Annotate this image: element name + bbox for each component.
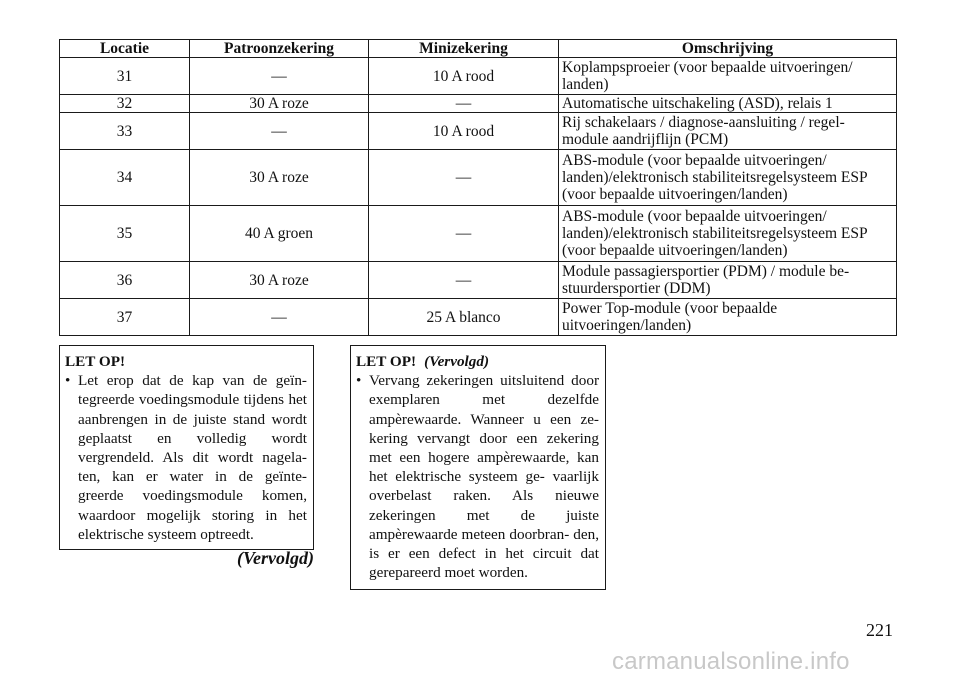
cell-description: Module passagiersportier (PDM) / module be- stuurdersportier (DDM): [559, 262, 897, 299]
cell-cartridge-fuse: 40 A groen: [190, 206, 369, 262]
fuse-table: [59, 39, 897, 336]
cell-cartridge-fuse: —: [190, 113, 369, 150]
caution-heading: [356, 352, 599, 371]
caution-continued-label: (Vervolgd): [424, 353, 490, 370]
cell-location: 37: [60, 299, 190, 336]
page-number: 221: [866, 620, 893, 640]
table-row: [60, 206, 897, 262]
table-header-row: [60, 40, 897, 58]
caution-box: [59, 345, 314, 550]
table-row: [60, 113, 897, 150]
table-row: [60, 58, 897, 95]
header-mini-fuse: Minizekering: [369, 40, 559, 58]
cell-mini-fuse: 25 A blanco: [369, 299, 559, 336]
cell-description: ABS-module (voor bepaalde uitvoeringen/ landen)/elektronisch stabiliteitsregelsysteem ESP (voor bepaalde uitvoeringen/landen): [559, 206, 897, 262]
table-row: [60, 150, 897, 206]
cell-cartridge-fuse: 30 A roze: [190, 262, 369, 299]
cell-location: 36: [60, 262, 190, 299]
cell-cartridge-fuse: —: [190, 58, 369, 95]
cell-mini-fuse: 10 A rood: [369, 113, 559, 150]
cell-mini-fuse: 10 A rood: [369, 58, 559, 95]
cell-location: 35: [60, 206, 190, 262]
table-row: [60, 95, 897, 113]
table-row: [60, 299, 897, 336]
caution-title: LET OP!: [356, 353, 417, 370]
caution-text: Let erop dat de kap van de geïn- tegreerde voedingsmodule tijdens het aanbrengen in de juiste stand wordt geplaatst en volledig wordt vergrendeld. Als dit wordt nagela- ten, kan er water in de geïnte- greerde voedingsmodule komen, waardoor mogelijk storing in het elektrische systeem optreedt.: [78, 372, 307, 543]
cell-description: Power Top-module (voor bepaalde uitvoeringen/landen): [559, 299, 897, 336]
header-description: Omschrijving: [559, 40, 897, 58]
bullet-icon: •: [65, 372, 71, 390]
cell-description: Rij schakelaars / diagnose-aansluiting / regel- module aandrijflijn (PCM): [559, 113, 897, 150]
cell-location: 33: [60, 113, 190, 150]
bullet-icon: •: [356, 372, 362, 390]
cell-mini-fuse: —: [369, 95, 559, 113]
caution-item: [65, 371, 307, 544]
cell-mini-fuse: —: [369, 262, 559, 299]
caution-box-continued: [350, 345, 606, 590]
cell-description: ABS-module (voor bepaalde uitvoeringen/ landen)/elektronisch stabiliteitsregelsysteem ESP (voor bepaalde uitvoeringen/landen): [559, 150, 897, 206]
table-row: [60, 262, 897, 299]
continued-label: (Vervolgd): [237, 548, 314, 568]
cell-description: Koplampsproeier (voor bepaalde uitvoeringen/ landen): [559, 58, 897, 95]
cell-location: 31: [60, 58, 190, 95]
caution-item: [356, 371, 599, 582]
cell-cartridge-fuse: —: [190, 299, 369, 336]
cell-location: 34: [60, 150, 190, 206]
header-location: Locatie: [60, 40, 190, 58]
cell-cartridge-fuse: 30 A roze: [190, 95, 369, 113]
cell-location: 32: [60, 95, 190, 113]
cell-mini-fuse: —: [369, 150, 559, 206]
cell-cartridge-fuse: 30 A roze: [190, 150, 369, 206]
header-cartridge-fuse: Patroonzekering: [190, 40, 369, 58]
watermark: carmanualsonline.info: [612, 648, 850, 675]
caution-title: LET OP!: [65, 353, 126, 370]
caution-text: Vervang zekeringen uitsluitend door exemplaren met dezelfde ampèrewaarde. Wanneer u een ze- kering vervangt door een zekering met een hogere ampèrewaarde, kan het elektrische systeem ge- vaarlijk overbelast raken. Als nieuwe zekeringen met de juiste ampèrewaarde meteen doorbran- den, is er een defect in het circuit dat gerepareerd moet worden.: [369, 372, 599, 582]
cell-mini-fuse: —: [369, 206, 559, 262]
cell-description: Automatische uitschakeling (ASD), relais 1: [559, 95, 897, 113]
